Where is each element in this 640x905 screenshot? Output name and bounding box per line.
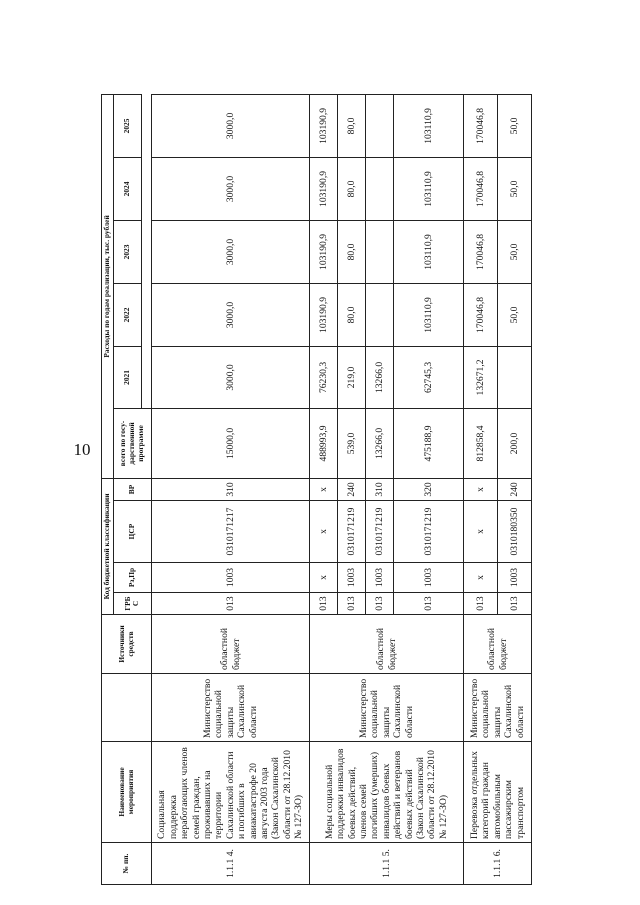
cell-csr: 0310171219 — [366, 501, 394, 563]
page-number: 10 — [73, 440, 91, 459]
cell-2023: 170046,8 — [464, 220, 498, 283]
row-name: Социальная поддержка неработающих членов семей граждан, проживавших на территории Сахалинской области и погибших в авиакатастрофе 20 августа 2003 года (Закон Сахалинской области от 28.12.2010 № 127-ЗО) — [152, 742, 310, 843]
table-row — [464, 94, 498, 884]
cell-total: 200,0 — [498, 408, 532, 478]
cell-grbs: 013 — [152, 593, 310, 615]
cell-vr: 320 — [394, 478, 464, 500]
cell-2022 — [366, 283, 394, 346]
row-source: областной бюджет — [464, 615, 532, 674]
row-number: 1.1.1 4. — [152, 843, 310, 885]
cell-rzpr: х — [464, 563, 498, 593]
cell-2021: 62745,3 — [394, 346, 464, 408]
cell-2024: 3000,0 — [152, 157, 310, 220]
cell-2025: 103110,9 — [394, 94, 464, 157]
cell-csr: 0310171217 — [152, 501, 310, 563]
cell-2025: 170046,8 — [464, 94, 498, 157]
cell-2025 — [366, 94, 394, 157]
header-budget-code: Код бюджетной классификации — [102, 478, 114, 614]
table-row — [310, 94, 338, 884]
header-year-2024: 2024 — [113, 157, 142, 220]
cell-grbs: 013 — [394, 593, 464, 615]
cell-rzpr: 1003 — [498, 563, 532, 593]
row-executor: Министерство социальной защиты Сахалинской области — [310, 674, 464, 742]
cell-vr: х — [464, 478, 498, 500]
cell-grbs: 013 — [310, 593, 338, 615]
header-vr: ВР — [113, 478, 151, 500]
cell-vr: 240 — [338, 478, 366, 500]
cell-vr: 310 — [366, 478, 394, 500]
rotated-table-page — [101, 95, 532, 885]
header-name: Наименование мероприятия — [102, 742, 152, 843]
header-year-2021: 2021 — [113, 346, 142, 408]
header-executor — [102, 674, 152, 742]
header-year-2022: 2022 — [113, 283, 142, 346]
cell-2023: 80,0 — [338, 220, 366, 283]
cell-2025: 80,0 — [338, 94, 366, 157]
cell-rzpr: х — [310, 563, 338, 593]
cell-csr: 0310180350 — [498, 501, 532, 563]
row-source: областной бюджет — [310, 615, 464, 674]
cell-rzpr: 1003 — [338, 563, 366, 593]
cell-grbs: 013 — [498, 593, 532, 615]
cell-rzpr: 1003 — [394, 563, 464, 593]
header-rzpr: Рз,Пр — [113, 563, 151, 593]
cell-2021 — [498, 346, 532, 408]
cell-grbs: 013 — [464, 593, 498, 615]
cell-2024: 50,0 — [498, 157, 532, 220]
cell-2023: 50,0 — [498, 220, 532, 283]
cell-2023 — [366, 220, 394, 283]
row-name: Перевозка отдельных категорий граждан автомобильным пассажирским транспортом — [464, 742, 532, 843]
header-total: всего по госу-дарственной программе — [113, 408, 151, 478]
cell-vr: 240 — [498, 478, 532, 500]
cell-2025: 3000,0 — [152, 94, 310, 157]
row-number: 1.1.1 5. — [310, 843, 464, 885]
cell-grbs: 013 — [366, 593, 394, 615]
cell-2022: 3000,0 — [152, 283, 310, 346]
cell-2023: 103110,9 — [394, 220, 464, 283]
header-no: № пп. — [102, 843, 152, 885]
cell-2021: 76230,3 — [310, 346, 338, 408]
header-csr: ЦСР — [113, 501, 151, 563]
cell-total: 13266,0 — [366, 408, 394, 478]
cell-csr: 0310171219 — [394, 501, 464, 563]
row-name: Меры социальной поддержки инвалидов боевых действий, членов семей погибших (умерших) инвалидов боевых действий и ветеранов боевых действий (Закон Сахалинской области от 28.12.2010 № 127-ЗО) — [310, 742, 464, 843]
table-row — [152, 94, 310, 884]
cell-2024 — [366, 157, 394, 220]
header-expenses: Расходы по годам реализации, тыс. рублей — [102, 94, 114, 478]
cell-2022: 170046,8 — [464, 283, 498, 346]
cell-2022: 103110,9 — [394, 283, 464, 346]
cell-2023: 103190,9 — [310, 220, 338, 283]
cell-vr: х — [310, 478, 338, 500]
cell-2024: 170046,8 — [464, 157, 498, 220]
cell-2024: 103190,9 — [310, 157, 338, 220]
cell-total: 15000,0 — [152, 408, 310, 478]
row-number: 1.1.1 6. — [464, 843, 532, 885]
header-source: Источники средств — [102, 615, 152, 674]
cell-csr: х — [464, 501, 498, 563]
cell-2025: 103190,9 — [310, 94, 338, 157]
cell-2022: 80,0 — [338, 283, 366, 346]
cell-2021: 3000,0 — [152, 346, 310, 408]
header-grbs: ГРБ С — [113, 593, 151, 615]
cell-rzpr: 1003 — [366, 563, 394, 593]
cell-total: 539,0 — [338, 408, 366, 478]
cell-2021: 219,0 — [338, 346, 366, 408]
cell-2025: 50,0 — [498, 94, 532, 157]
row-executor: Министерство социальной защиты Сахалинской области — [152, 674, 310, 742]
cell-2022: 50,0 — [498, 283, 532, 346]
cell-total: 475188,9 — [394, 408, 464, 478]
header-year-2023: 2023 — [113, 220, 142, 283]
cell-2023: 3000,0 — [152, 220, 310, 283]
cell-total: 488993,9 — [310, 408, 338, 478]
row-source: областной бюджет — [152, 615, 310, 674]
cell-csr: 0310171219 — [338, 501, 366, 563]
cell-2024: 103110,9 — [394, 157, 464, 220]
cell-vr: 310 — [152, 478, 310, 500]
header-year-2025: 2025 — [113, 94, 142, 157]
budget-table — [101, 94, 532, 885]
cell-2024: 80,0 — [338, 157, 366, 220]
cell-total: 812858,4 — [464, 408, 498, 478]
cell-2021: 13266,0 — [366, 346, 394, 408]
cell-csr: х — [310, 501, 338, 563]
cell-rzpr: 1003 — [152, 563, 310, 593]
row-executor: Министерство социальной защиты Сахалинской области — [464, 674, 532, 742]
cell-grbs: 013 — [338, 593, 366, 615]
cell-2022: 103190,9 — [310, 283, 338, 346]
cell-2021: 132671,2 — [464, 346, 498, 408]
